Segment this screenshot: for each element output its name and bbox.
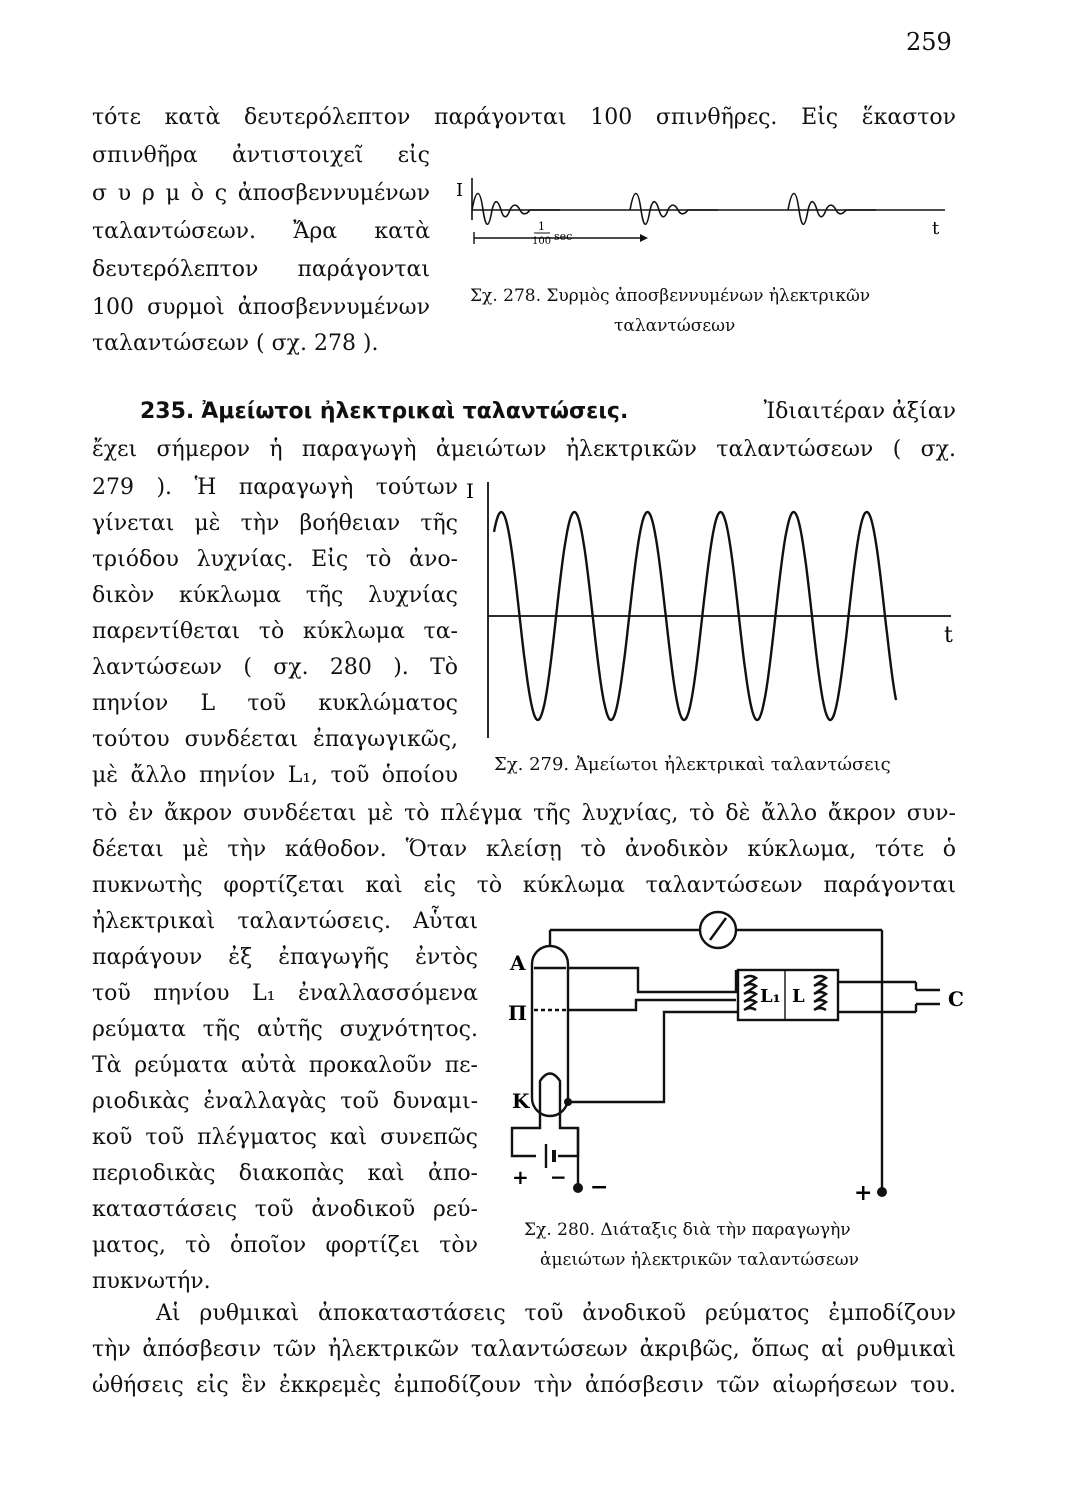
paragraph-line: ἔχει σήμερον ἡ παραγωγὴ ἀμειώτων ἠλεκτρικῶν ταλαντώσεων ( σχ. xyxy=(92,437,956,462)
figure-279-undamped-oscillations xyxy=(466,476,956,746)
paragraph-line: Αἱ ρυθμικαὶ ἀποκαταστάσεις τοῦ ἀνοδικοῦ ρεύματος ἐμποδίζουν xyxy=(156,1301,956,1326)
vacuum-tube-icon xyxy=(532,946,568,1116)
interval-unit: sec xyxy=(554,230,573,243)
figure-280-circuit xyxy=(500,906,970,1206)
interval-num: 1 xyxy=(538,220,545,233)
anode-to-coil-wire xyxy=(568,968,736,992)
paragraph-line: παράγουν ἐξ ἐπαγωγῆς ἐντὸς xyxy=(92,945,478,970)
label-cathode: K xyxy=(512,1089,530,1113)
paragraph-line: ὠθήσεις εἰς ἓν ἐκκρεμὲς ἐμποδίζουν τὴν ἀπόσβεσιν τῶν αἰωρήσεων του. xyxy=(92,1373,956,1398)
paragraph-line: ἠλεκτρικαὶ ταλαντώσεις. Αὗται xyxy=(92,909,478,934)
paragraph-line: ταλαντώσεων. Ἄρα κατὰ xyxy=(92,219,430,244)
label-c: C xyxy=(948,987,964,1011)
paragraph-line: πυκνωτὴς φορτίζεται καὶ εἰς τὸ κύκλωμα ταλαντώσεων παράγονται xyxy=(92,873,956,898)
damped-train-2 xyxy=(630,194,718,225)
paragraph-line: δικὸν κύκλωμα τῆς λυχνίας xyxy=(92,583,458,608)
axis-label-t: t xyxy=(932,218,940,239)
damped-train-1 xyxy=(472,194,560,225)
label-l1: L₁ xyxy=(760,986,781,1007)
paragraph-line: κοῦ τοῦ πλέγματος καὶ συνεπῶς xyxy=(92,1125,478,1150)
axis-label-t: t xyxy=(944,623,953,648)
paragraph-line: τότε κατὰ δευτερόλεπτον παράγονται 100 σπινθῆρες. Εἰς ἕκαστον xyxy=(92,105,956,130)
paragraph-line: παρεντίθεται τὸ κύκλωμα τα- xyxy=(92,619,458,644)
paragraph-line: δέεται μὲ τὴν κάθοδον. Ὅταν κλείσῃ τὸ ἀνοδικὸν κύκλωμα, τότε ὁ xyxy=(92,837,956,862)
paragraph-line: καταστάσεις τοῦ ἀνοδικοῦ ρεύ- xyxy=(92,1197,478,1222)
battery-plus-label: + xyxy=(512,1165,529,1189)
section-title: Ἀμείωτοι ἠλεκτρικαὶ ταλαντώσεις. xyxy=(201,399,629,424)
paragraph-line: τὴν ἀπόσβεσιν τῶν ἠλεκτρικῶν ταλαντώσεων ἀκριβῶς, ὅπως αἱ ρυθμικαὶ xyxy=(92,1337,956,1362)
terminal-plus-label: + xyxy=(854,1180,873,1206)
figure-280-caption: ἀμειώτων ἠλεκτρικῶν ταλαντώσεων xyxy=(540,1250,859,1270)
interval-den: 100 xyxy=(532,236,552,247)
section-number: 235. xyxy=(140,399,195,424)
coil-return-wire xyxy=(568,1012,738,1102)
terminal-plus-dot xyxy=(877,1187,887,1197)
paragraph-line: λαντώσεων ( σχ. 280 ). Τὸ xyxy=(92,655,458,680)
paragraph-line: ματος, τὸ ὁποῖον φορτίζει τὸν xyxy=(92,1233,478,1258)
coil-l1-icon xyxy=(744,976,756,1010)
label-anode: A xyxy=(510,951,526,975)
grid-to-coil-wire xyxy=(568,1000,736,1010)
paragraph-line: σ υ ρ μ ὸ ς ἀποσβεννυμένων xyxy=(92,181,430,206)
paragraph-line: πυκνωτήν. xyxy=(92,1269,211,1294)
figure-278-caption: Σχ. 278. Συρμὸς ἀποσβεννυμένων ἠλεκτρικῶν xyxy=(470,286,871,306)
page-number: 259 xyxy=(906,28,952,56)
damped-train-3 xyxy=(788,194,876,225)
filament-wire-right xyxy=(558,1116,578,1156)
paragraph-line: ταλαντώσεων ( σχ. 278 ). xyxy=(92,331,379,356)
paragraph-line: Τὰ ρεύματα αὐτὰ προκαλοῦν πε- xyxy=(92,1053,478,1078)
figure-278-caption: ταλαντώσεων xyxy=(614,316,736,336)
figure-279-caption: Σχ. 279. Ἀμείωτοι ἠλεκτρικαὶ ταλαντώσεις xyxy=(494,754,891,775)
junction-dot xyxy=(564,1098,572,1106)
paragraph-line: δευτερόλεπτον παράγονται xyxy=(92,257,430,282)
paragraph-line: 279 ). Ἡ παραγωγὴ τούτων xyxy=(92,475,458,500)
section-heading-line xyxy=(140,398,956,426)
paragraph-line: μὲ ἄλλο πηνίον L₁, τοῦ ὁποίου xyxy=(92,763,458,788)
paragraph-line: τούτου συνδέεται ἐπαγωγικῶς, xyxy=(92,727,458,752)
axis-label-i: I xyxy=(466,479,474,503)
paragraph-line: 100 συρμοὶ ἀποσβεννυμένων xyxy=(92,295,430,320)
paragraph-line: τοῦ πηνίου L₁ ἐναλλασσόμενα xyxy=(92,981,478,1006)
paragraph-line: πηνίον L τοῦ κυκλώματος xyxy=(92,691,458,716)
filament-wire-left xyxy=(512,1116,540,1156)
label-l: L xyxy=(792,986,805,1007)
paragraph-line: γίνεται μὲ τὴν βοήθειαν τῆς xyxy=(92,511,458,536)
axis-label-i: I xyxy=(456,180,464,201)
paragraph-line: περιοδικὰς διακοπὰς καὶ ἀπο- xyxy=(92,1161,478,1186)
cathode xyxy=(540,1074,560,1117)
label-grid: Π xyxy=(508,1001,527,1025)
battery-minus-label: − xyxy=(550,1165,567,1189)
section-line1-rest: Ἰδιαιτέραν ἀξίαν xyxy=(763,399,956,424)
coil-l-icon xyxy=(814,976,826,1010)
paragraph-line: ριοδικὰς ἐναλλαγὰς τοῦ δυναμι- xyxy=(92,1089,478,1114)
paragraph-line: τριόδου λυχνίας. Εἰς τὸ ἀνο- xyxy=(92,547,458,572)
paragraph-line: ρεύματα τῆς αὐτῆς συχνότητος. xyxy=(92,1017,478,1042)
terminal-minus-dot xyxy=(573,1183,583,1193)
figure-280-caption: Σχ. 280. Διάταξις διὰ τὴν παραγωγὴν xyxy=(524,1220,851,1240)
paragraph-line: τὸ ἐν ἄκρον συνδέεται μὲ τὸ πλέγμα τῆς λυχνίας, τὸ δὲ ἄλλο ἄκρον συν- xyxy=(92,801,956,826)
terminal-minus-label: − xyxy=(590,1174,609,1200)
paragraph-line: σπινθῆρα ἀντιστοιχεῖ εἰς xyxy=(92,143,430,168)
figure-278-damped-trains xyxy=(450,168,950,258)
